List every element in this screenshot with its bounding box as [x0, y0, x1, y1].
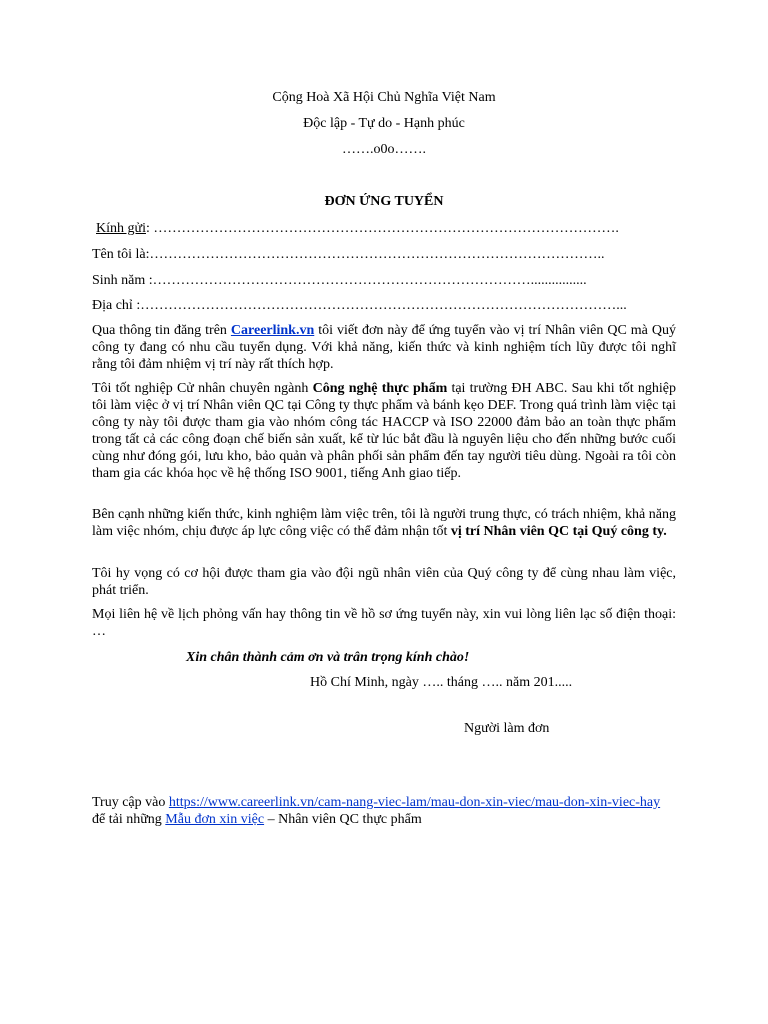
paragraph-intro	[92, 322, 676, 373]
ornament-divider: …….o0o…….	[342, 142, 426, 157]
address-field	[92, 297, 627, 314]
document-title: ĐƠN ỨNG TUYỂN	[324, 194, 444, 209]
date-line: Hồ Chí Minh, ngày ….. tháng ….. năm 201.....	[310, 675, 573, 690]
paragraph-skills-text: Bên cạnh những kiến thức, kinh nghiệm làm việc trên, tôi là người trung thực, có trách nhiệm, khả năng làm việc nhóm, chịu được áp lực công việc có thể đảm nhận tốt	[92, 507, 676, 539]
paragraph-education-text-2: tại trường ĐH ABC. Sau khi tốt nghiệp tôi làm việc ở vị trí Nhân viên QC tại Công ty thực phẩm và bánh kẹo DEF. Trong quá trình làm việc tại công ty này tôi được tham gia vào nhóm công tác HACCP và ISO 22000 đảm bảo an toàn thực phẩm trong tất cả các công đoạn chế biến sản xuất, kể từ lúc bắt đầu là nguyên liệu cho đến những bước cuối cùng như đóng gói, lưu kho, bảo quản và phân phối sản phẩm đến tay người tiêu dùng. Ngoài ra tôi còn tham gia các khóa học về hệ thống ISO 9001, tiếng Anh giao tiếp.	[92, 381, 676, 481]
recipient-field	[96, 220, 619, 237]
country-heading: Cộng Hoà Xã Hội Chủ Nghĩa Việt Nam	[272, 90, 496, 105]
recipient-dots: : ……………………………………………………………………………………….	[145, 221, 619, 236]
closing-line: Xin chân thành cảm ơn và trân trọng kính chào!	[186, 650, 470, 665]
footer-text: Truy cập vào	[92, 795, 169, 810]
major-name: Công nghệ thực phẩm	[312, 381, 448, 396]
signer-label: Người làm đơn	[464, 721, 550, 736]
paragraph-intro-text: Qua thông tin đăng trên	[92, 323, 231, 338]
footer-text-2: để tải những	[92, 812, 166, 827]
paragraph-intro-text-2: tôi viết đơn này để ứng tuyển vào vị trí Nhân viên QC mà Quý công ty đang có nhu cầu tuyển dụng. Với khả năng, kiến thức và kinh nghiệm tích lũy được tôi nghĩ rằng tôi đảm nhiệm vị trí này rất thích hợp.	[92, 323, 676, 372]
birth-year-label: Sinh năm :	[92, 273, 153, 288]
name-dots: ……………………………………………………………………………………..	[149, 247, 605, 262]
motto-heading: Độc lập - Tự do - Hạnh phúc	[303, 116, 465, 131]
paragraph-hope: Tôi hy vọng có cơ hội được tham gia vào đội ngũ nhân viên của Quý công ty để cùng nhau làm việc, phát triển.	[92, 566, 676, 598]
recipient-label: Kính gửi	[96, 221, 146, 236]
paragraph-skills	[92, 506, 676, 540]
name-label: Tên tôi là:	[92, 247, 150, 262]
birth-year-field	[92, 272, 587, 289]
careerlink-link[interactable]: Careerlink.vn	[230, 323, 315, 338]
birth-year-dots: ………………………………………………………………………................	[152, 273, 587, 288]
careerlink-url-link[interactable]: https://www.careerlink.vn/cam-nang-viec-lam/mau-don-xin-viec/mau-don-xin-viec-hay	[168, 795, 661, 810]
name-field	[92, 246, 605, 263]
position-bold: vị trí Nhân viên QC tại Quý công ty.	[450, 524, 667, 539]
address-label: Địa chỉ :	[92, 298, 141, 313]
paragraph-education	[92, 380, 676, 482]
template-link[interactable]: Mẫu đơn xin việc	[165, 812, 265, 827]
paragraph-contact: Mọi liên hệ về lịch phỏng vấn hay thông tin về hồ sơ ứng tuyển này, xin vui lòng liên lạc số điện thoại: …	[92, 607, 676, 639]
footer-note	[92, 794, 676, 828]
paragraph-education-text: Tôi tốt nghiệp Cử nhân chuyên ngành	[92, 381, 313, 396]
address-dots: …………………………………………………………………………………………...	[140, 298, 627, 313]
footer-text-3: – Nhân viên QC thực phẩm	[264, 812, 422, 827]
